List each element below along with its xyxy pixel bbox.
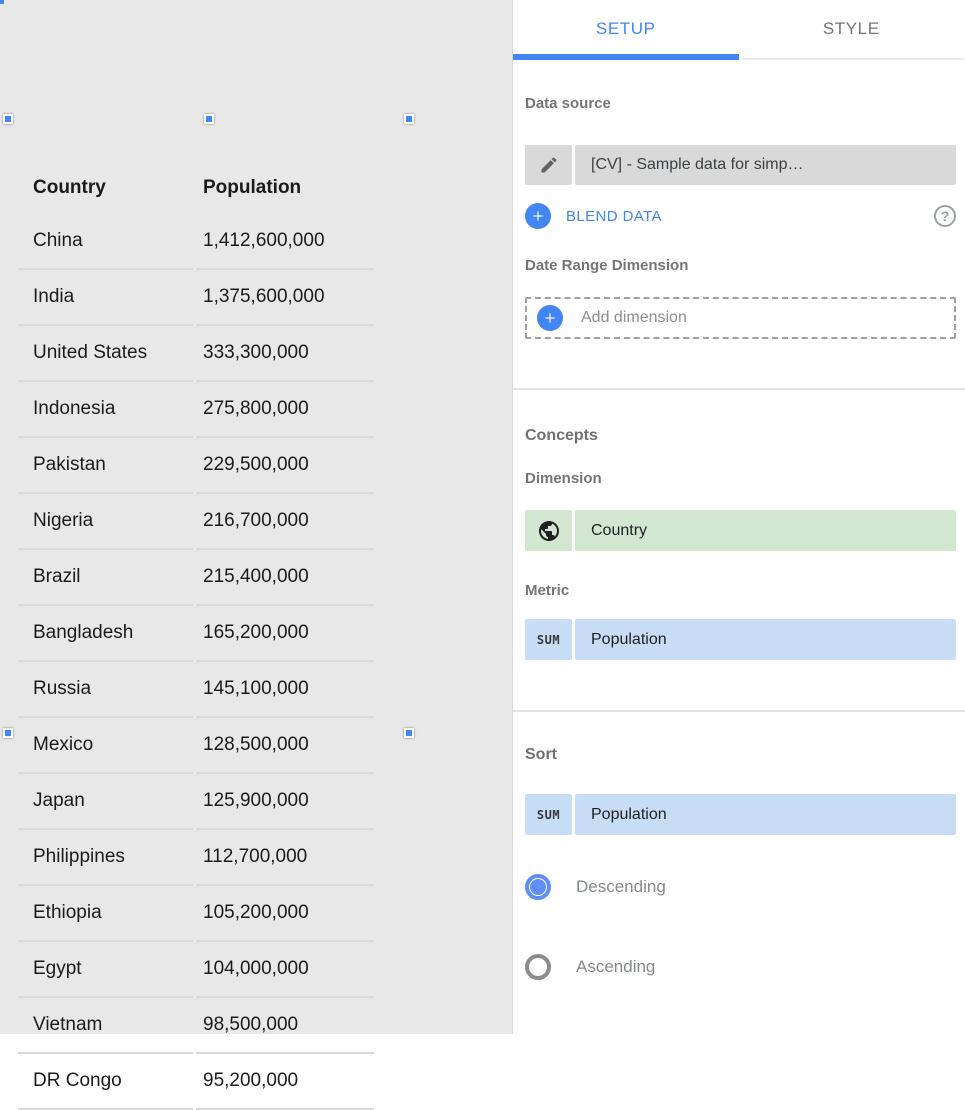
tab-style[interactable]: STYLE [822,19,880,38]
population-cell: 128,500,000 [196,718,374,774]
column-header-country[interactable]: Country [33,177,106,198]
metric-field-name[interactable]: Population [575,619,956,660]
country-cell: Vietnam [18,998,193,1054]
date-range-dimension-label: Date Range Dimension [525,257,689,274]
concepts-header: Concepts [525,427,598,444]
population-cell: 333,300,000 [196,326,374,382]
sort-ascending-option[interactable] [525,954,655,980]
dimension-field-name[interactable]: Country [575,510,956,551]
plus-icon [543,311,557,325]
country-cell: Indonesia [18,382,193,438]
add-dimension-label: Add dimension [581,309,687,326]
dimension-type-button[interactable] [525,510,572,551]
country-cell: Japan [18,774,193,830]
population-cell: 229,500,000 [196,438,374,494]
table-row [18,606,416,662]
table-row [18,438,416,494]
add-dimension-button[interactable] [537,305,563,331]
country-cell: Russia [18,662,193,718]
blend-data-button[interactable] [525,203,551,229]
country-cell: Egypt [18,942,193,998]
country-cell: Mexico [18,718,193,774]
metric-label: Metric [525,582,570,599]
data-source-name[interactable]: [CV] - Sample data for simp… [575,145,956,185]
table-header-row [18,162,416,214]
data-source-chip[interactable] [525,145,956,185]
population-cell: 216,700,000 [196,494,374,550]
population-cell: 98,500,000 [196,998,374,1054]
data-table [18,162,416,1110]
table-row [18,494,416,550]
population-cell: 95,200,000 [196,1054,374,1110]
country-cell: DR Congo [18,1054,193,1110]
table-row [18,886,416,942]
table-row [18,214,416,270]
metric-chip[interactable] [525,619,956,660]
resize-handle-mid-right[interactable] [404,728,414,738]
radio-selected-icon[interactable] [525,874,551,900]
country-cell: Brazil [18,550,193,606]
sort-field-name[interactable]: Population [575,794,956,835]
population-cell: 112,700,000 [196,830,374,886]
country-cell: China [18,214,193,270]
resize-handle-top-right[interactable] [404,114,414,124]
table-row [18,942,416,998]
dimension-label: Dimension [525,470,602,487]
table-row [18,718,416,774]
plus-icon [531,209,545,223]
country-cell: United States [18,326,193,382]
globe-icon [537,519,561,543]
blend-data-label[interactable]: BLEND DATA [566,207,662,225]
population-cell: 275,800,000 [196,382,374,438]
table-body [18,214,416,1110]
country-cell: Nigeria [18,494,193,550]
sort-field-chip[interactable] [525,794,956,835]
table-row [18,998,416,1054]
sort-ascending-label: Ascending [576,957,656,976]
help-icon[interactable]: ? [934,205,956,227]
sort-aggregation-button[interactable] [525,794,572,835]
blend-data-row [525,202,956,230]
edit-data-source-button[interactable] [525,145,572,185]
sum-badge: SUM [536,807,561,822]
metric-aggregation-button[interactable] [525,619,572,660]
population-cell: 125,900,000 [196,774,374,830]
table-row [18,1054,416,1110]
sort-descending-option[interactable] [525,874,666,900]
sort-descending-label: Descending [576,877,666,896]
dimension-chip[interactable] [525,510,956,551]
country-cell: Ethiopia [18,886,193,942]
population-cell: 1,412,600,000 [196,214,374,270]
properties-panel [512,0,964,1034]
population-cell: 145,100,000 [196,662,374,718]
section-divider [513,388,965,390]
column-header-population[interactable]: Population [203,177,302,198]
country-cell: India [18,270,193,326]
sum-badge: SUM [536,632,561,647]
data-source-label: Data source [525,95,611,112]
population-cell: 105,200,000 [196,886,374,942]
table-row [18,774,416,830]
population-cell: 165,200,000 [196,606,374,662]
radio-unselected-icon[interactable] [525,954,551,980]
population-cell: 1,375,600,000 [196,270,374,326]
active-tab-underline [513,54,739,60]
country-cell: Bangladesh [18,606,193,662]
table-row [18,270,416,326]
table-row [18,382,416,438]
pencil-icon [539,155,559,175]
table-row [18,830,416,886]
country-cell: Philippines [18,830,193,886]
panel-tabbar [513,0,964,60]
resize-handle-top-center[interactable] [204,114,214,124]
resize-handle-mid-left[interactable] [3,728,13,738]
table-row [18,662,416,718]
table-row [18,550,416,606]
population-cell: 215,400,000 [196,550,374,606]
table-row [18,326,416,382]
table-chart[interactable] [0,0,4,4]
add-dimension-dropzone[interactable] [525,297,956,339]
section-divider [513,710,965,712]
resize-handle-top-left[interactable] [3,114,13,124]
population-cell: 104,000,000 [196,942,374,998]
tab-setup[interactable]: SETUP [595,19,656,38]
country-cell: Pakistan [18,438,193,494]
sort-header: Sort [525,746,557,763]
